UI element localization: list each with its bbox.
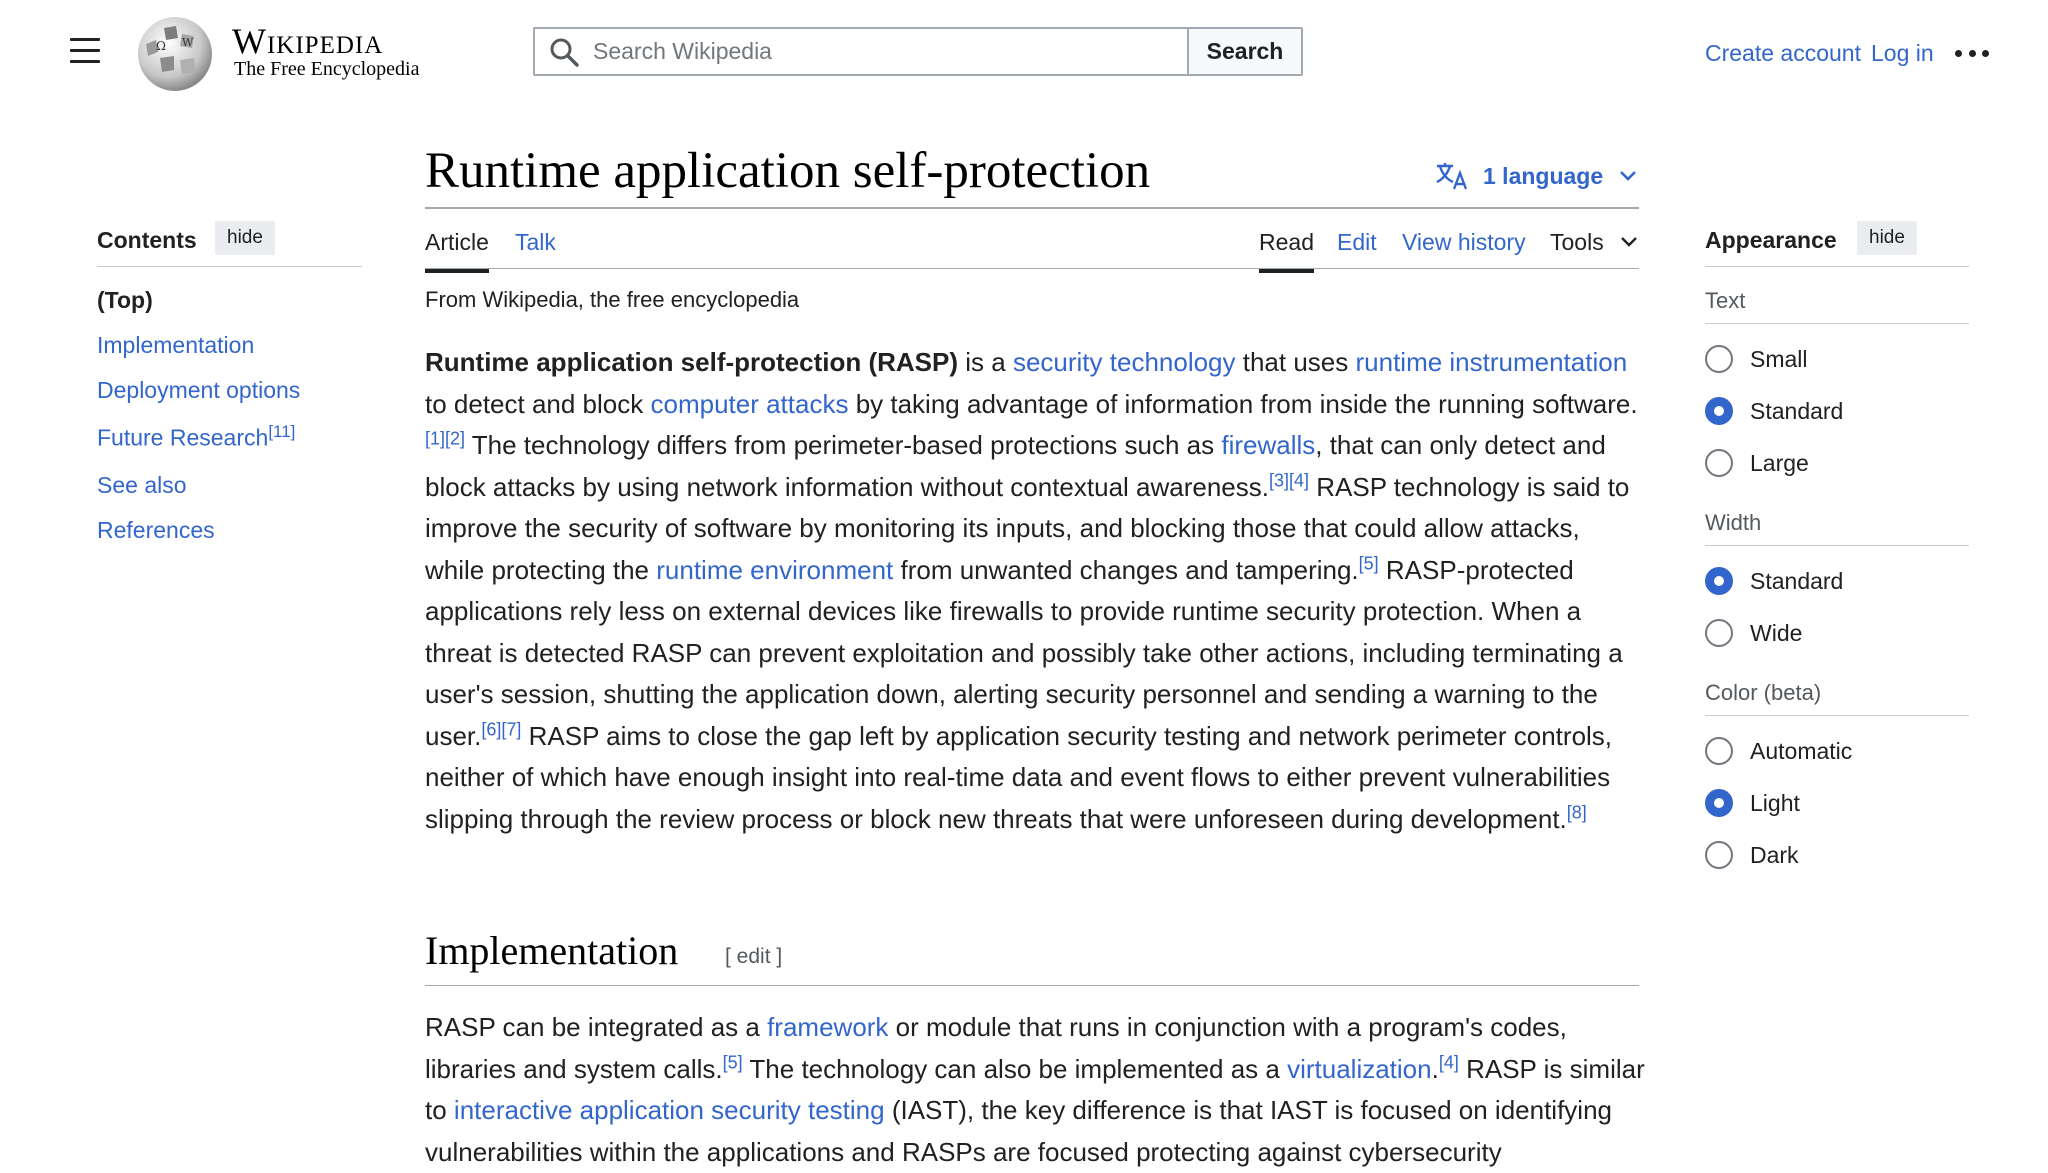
tab-talk[interactable]: Talk bbox=[515, 229, 556, 255]
citation-7[interactable]: [7] bbox=[501, 718, 522, 739]
site-subtitle: From Wikipedia, the free encyclopedia bbox=[425, 287, 800, 312]
tab-edit[interactable]: Edit bbox=[1337, 229, 1377, 255]
section-divider bbox=[1705, 323, 1969, 324]
radio-text-large[interactable] bbox=[1705, 449, 1809, 477]
appearance-title: Appearance bbox=[1705, 227, 1837, 253]
lead-bold-term: Runtime application self-protection (RASP) bbox=[425, 347, 959, 377]
text: (IAST), the key difference is that IAST is focused on identifying vulnerabilities within the applications and RASPs are focused protecting against cybersecurity bbox=[425, 1095, 1612, 1167]
citation-2[interactable]: [2] bbox=[445, 428, 466, 449]
tab-view-history[interactable]: View history bbox=[1402, 229, 1526, 255]
appearance-hide-button[interactable]: hide bbox=[1857, 221, 1917, 255]
chevron-down-icon bbox=[1619, 170, 1637, 182]
link-computer-attacks[interactable]: computer attacks bbox=[650, 388, 849, 419]
tools-label: Tools bbox=[1550, 229, 1604, 255]
wikipedia-wordmark[interactable]: Wikipedia bbox=[232, 21, 384, 61]
text: RASP-protected applications rely less on external devices like firewalls to provide runtime security protection. When a threat is detected RASP can prevent exploitation and possibly take other actions, including terminating a user's session, shutting the application down, alerting security personnel and sending a warning to the user. bbox=[425, 554, 1623, 751]
radio-width-wide[interactable] bbox=[1705, 619, 1802, 647]
title-divider bbox=[425, 207, 1639, 209]
link-security-technology[interactable]: security technology bbox=[1012, 347, 1236, 377]
radio-circle bbox=[1705, 737, 1733, 765]
text: by taking advantage of information from inside the running software. bbox=[848, 388, 1638, 419]
radio-label: Small bbox=[1750, 345, 1808, 372]
text: The technology differs from perimeter-based protections such as bbox=[465, 430, 1222, 460]
width-label: Width bbox=[1705, 510, 1762, 535]
radio-label: Wide bbox=[1750, 619, 1803, 646]
svg-text:W: W bbox=[182, 36, 194, 49]
radio-circle bbox=[1705, 841, 1733, 869]
implementation-paragraph bbox=[425, 1007, 1645, 1173]
tab-read[interactable]: Read bbox=[1259, 229, 1314, 273]
chevron-down-icon bbox=[1620, 236, 1638, 248]
text: to detect and block bbox=[425, 388, 651, 419]
radio-text-standard[interactable] bbox=[1705, 397, 1843, 425]
text: RASP technology is said to improve the security of software by monitoring its inputs, and blocking those that could allow attacks, while protecting the bbox=[425, 471, 1630, 585]
wikipedia-globe-logo[interactable] bbox=[134, 14, 216, 92]
link-runtime-environment[interactable]: runtime environment bbox=[656, 554, 894, 585]
section-edit-link[interactable]: [ edit ] bbox=[725, 945, 783, 968]
citation-4[interactable]: [4] bbox=[1438, 1051, 1459, 1072]
radio-label: Standard bbox=[1750, 397, 1844, 424]
create-account-link[interactable]: Create account bbox=[1705, 40, 1861, 66]
text: RASP aims to close the gap left by application security testing and network perimeter controls, neither of which have enough insight into real-time data and event flows to either prevent vulnerabilities slipping through the review process or block new threats that were unforeseen during development. bbox=[425, 720, 1613, 834]
section-divider bbox=[1705, 545, 1969, 546]
toc-item-deployment-options[interactable]: Deployment options bbox=[97, 377, 301, 403]
radio-circle bbox=[1705, 449, 1733, 477]
section-divider bbox=[1705, 715, 1969, 716]
toc-item-label: Future Research bbox=[97, 424, 269, 451]
citation-1[interactable]: [1] bbox=[425, 428, 446, 449]
radio-text-small[interactable] bbox=[1705, 345, 1808, 373]
toc-item-ref: [11] bbox=[268, 422, 296, 441]
text: that uses bbox=[1235, 347, 1356, 377]
radio-circle bbox=[1705, 345, 1733, 373]
radio-label: Dark bbox=[1750, 841, 1799, 868]
section-divider bbox=[425, 985, 1639, 986]
link-framework[interactable]: framework bbox=[767, 1012, 889, 1042]
tab-tools[interactable] bbox=[1550, 229, 1638, 269]
radio-label: Automatic bbox=[1750, 737, 1853, 764]
appearance-divider bbox=[1705, 266, 1969, 267]
toc-item-see-also[interactable]: See also bbox=[97, 472, 187, 498]
text-size-label: Text bbox=[1705, 288, 1746, 313]
language-count: 1 language bbox=[1483, 162, 1604, 189]
link-virtualization[interactable]: virtualization bbox=[1287, 1053, 1432, 1084]
citation-5[interactable]: [5] bbox=[1358, 552, 1379, 573]
text: , that can only detect and block attacks by using network information without contextual awareness. bbox=[425, 430, 1606, 502]
toc-hide-button[interactable]: hide bbox=[215, 221, 275, 255]
lead-paragraph bbox=[425, 342, 1645, 840]
text: or module that runs in conjunction with a program's codes, libraries and system calls. bbox=[425, 1012, 1567, 1084]
login-link[interactable]: Log in bbox=[1871, 40, 1934, 66]
radio-label: Standard bbox=[1750, 567, 1844, 594]
toc-item-top[interactable]: (Top) bbox=[97, 287, 153, 313]
radio-color-dark[interactable] bbox=[1705, 841, 1799, 869]
svg-text:Ω: Ω bbox=[156, 39, 166, 53]
text: The technology can also be implemented as a bbox=[742, 1053, 1288, 1084]
radio-circle bbox=[1705, 619, 1733, 647]
toc-item-implementation[interactable]: Implementation bbox=[97, 332, 255, 358]
text: is a bbox=[958, 347, 1013, 377]
radio-label: Light bbox=[1750, 789, 1800, 816]
color-label: Color (beta) bbox=[1705, 680, 1822, 705]
citation-8[interactable]: [8] bbox=[1566, 801, 1587, 822]
radio-color-light[interactable] bbox=[1705, 789, 1800, 817]
search-icon bbox=[549, 37, 579, 67]
radio-width-standard[interactable] bbox=[1705, 567, 1843, 595]
citation-5[interactable]: [5] bbox=[722, 1051, 743, 1072]
citation-6[interactable]: [6] bbox=[481, 718, 502, 739]
translate-icon bbox=[1435, 161, 1469, 191]
wikipedia-tagline: The Free Encyclopedia bbox=[234, 58, 420, 80]
search-button[interactable]: Search bbox=[1187, 27, 1303, 76]
citation-4[interactable]: [4] bbox=[1289, 469, 1310, 490]
link-runtime-instrumentation[interactable]: runtime instrumentation bbox=[1355, 347, 1628, 377]
radio-circle-selected bbox=[1705, 789, 1733, 817]
tab-article[interactable]: Article bbox=[425, 229, 489, 273]
main-menu-button[interactable] bbox=[70, 38, 102, 68]
search-input[interactable] bbox=[591, 37, 1155, 66]
search-box[interactable] bbox=[533, 27, 1187, 76]
text: RASP can be integrated as a bbox=[425, 1012, 768, 1042]
radio-circle-selected bbox=[1705, 397, 1733, 425]
text: . bbox=[1431, 1053, 1439, 1084]
more-options-icon[interactable] bbox=[1955, 50, 1989, 58]
text: from unwanted changes and tampering. bbox=[893, 554, 1359, 585]
radio-circle-selected bbox=[1705, 567, 1733, 595]
text: RASP is similar to bbox=[425, 1053, 1645, 1125]
language-button[interactable] bbox=[1435, 161, 1651, 191]
link-iast[interactable]: interactive application security testing bbox=[453, 1095, 885, 1125]
radio-label: Large bbox=[1750, 449, 1809, 476]
tabs-divider bbox=[425, 268, 1639, 269]
toc-item-references[interactable]: References bbox=[97, 517, 215, 543]
section-heading-implementation: Implementation bbox=[425, 928, 679, 973]
link-firewalls[interactable]: firewalls bbox=[1221, 430, 1316, 460]
toc-item-future-research[interactable] bbox=[97, 422, 295, 452]
citation-3[interactable]: [3] bbox=[1268, 469, 1289, 490]
page-title: Runtime application self-protection bbox=[425, 143, 1151, 199]
toc-divider bbox=[97, 266, 362, 267]
radio-color-automatic[interactable] bbox=[1705, 737, 1852, 765]
toc-title: Contents bbox=[97, 227, 197, 253]
